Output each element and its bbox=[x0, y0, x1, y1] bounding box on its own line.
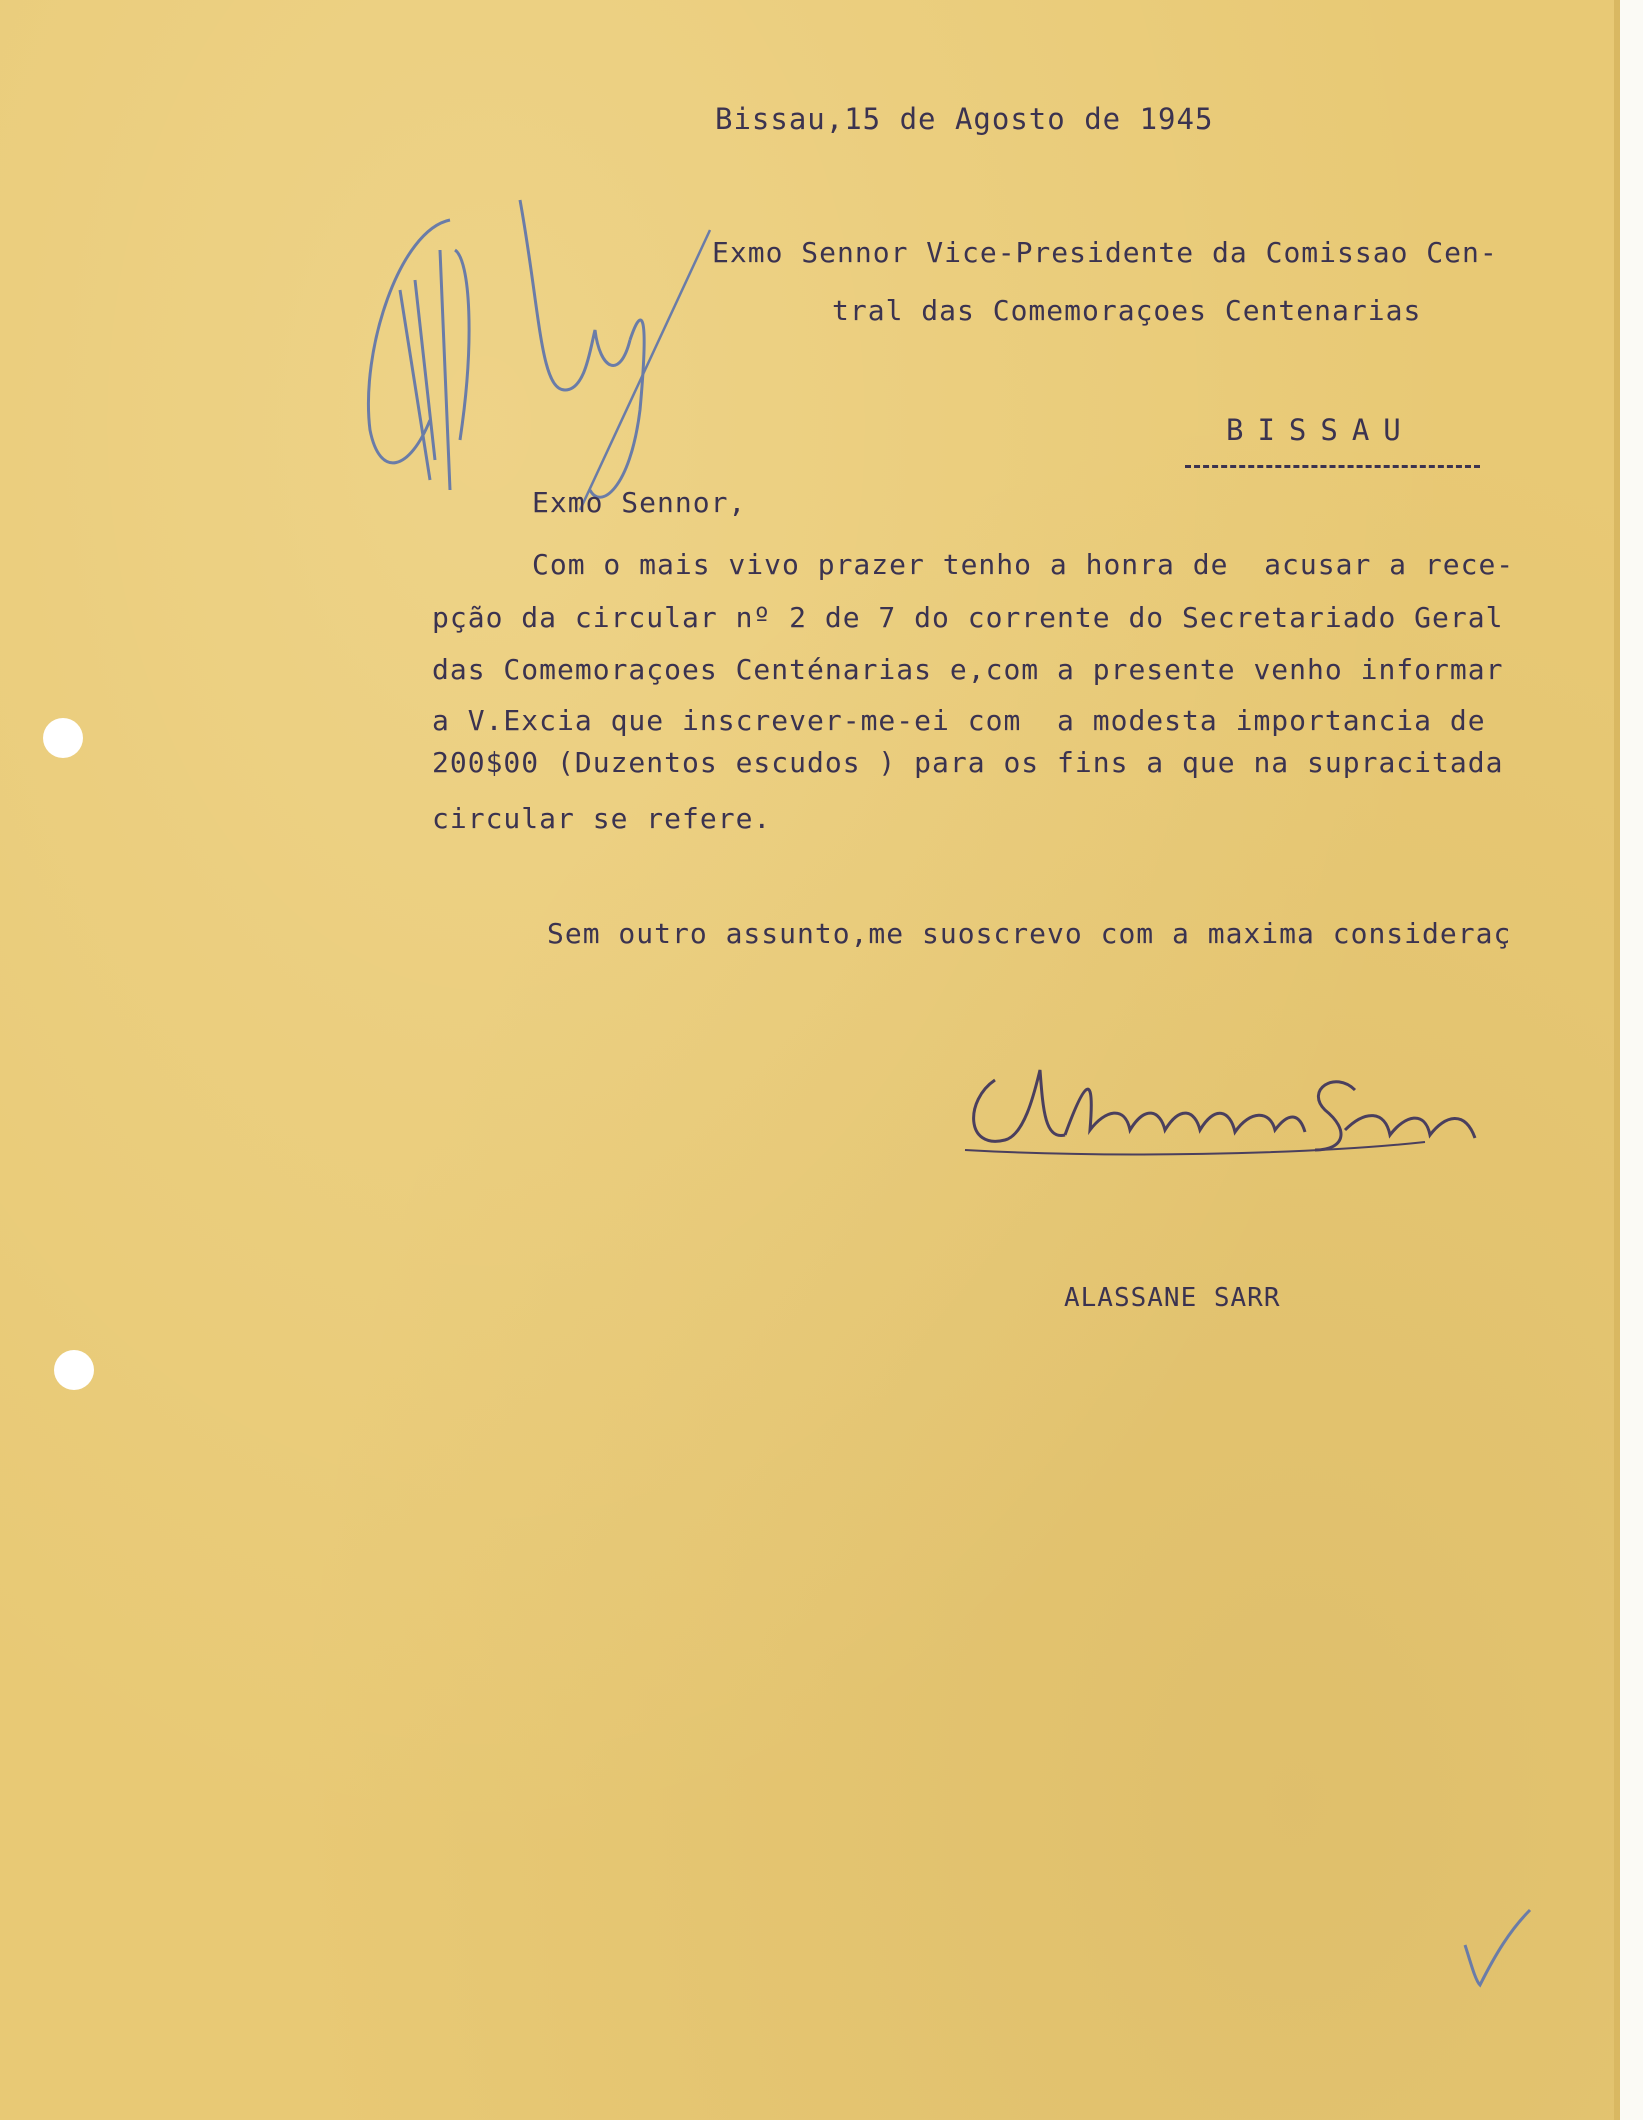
check-mark-icon bbox=[1455, 1900, 1535, 1990]
scan-margin bbox=[1620, 0, 1643, 2120]
margin-annotation bbox=[340, 190, 720, 530]
body-line: circular se refere. bbox=[432, 802, 772, 835]
greeting: Exmo Sennor, bbox=[532, 486, 747, 519]
city-underline bbox=[1185, 465, 1480, 468]
punch-hole bbox=[43, 718, 83, 758]
signer-name: ALASSANE SARR bbox=[1064, 1283, 1281, 1313]
closing-line: Sem outro assunto,me suoscrevo com a maxima consideraç bbox=[547, 917, 1512, 950]
body-line: a V.Excia que inscrever-me-ei com a modesta importancia de bbox=[432, 704, 1486, 737]
recipient-line-2: tral das Comemoraçoes Centenarias bbox=[832, 294, 1422, 327]
body-line: pção da circular nº 2 de 7 do corrente do Secretariado Geral bbox=[432, 601, 1504, 634]
date-line: Bissau,15 de Agosto de 1945 bbox=[715, 102, 1214, 136]
recipient-city: BISSAU bbox=[1226, 413, 1415, 447]
punch-hole bbox=[54, 1350, 94, 1390]
recipient-line-1: Exmo Sennor Vice-Presidente da Comissao Cen- bbox=[712, 236, 1498, 269]
body-line: 200$00 (Duzentos escudos ) para os fins a que na supracitada bbox=[432, 746, 1504, 779]
body-line: das Comemoraçoes Centénarias e,com a presente venho informar bbox=[432, 653, 1504, 686]
handwritten-signature bbox=[955, 1050, 1515, 1170]
body-line: Com o mais vivo prazer tenho a honra de acusar a rece- bbox=[532, 548, 1515, 581]
